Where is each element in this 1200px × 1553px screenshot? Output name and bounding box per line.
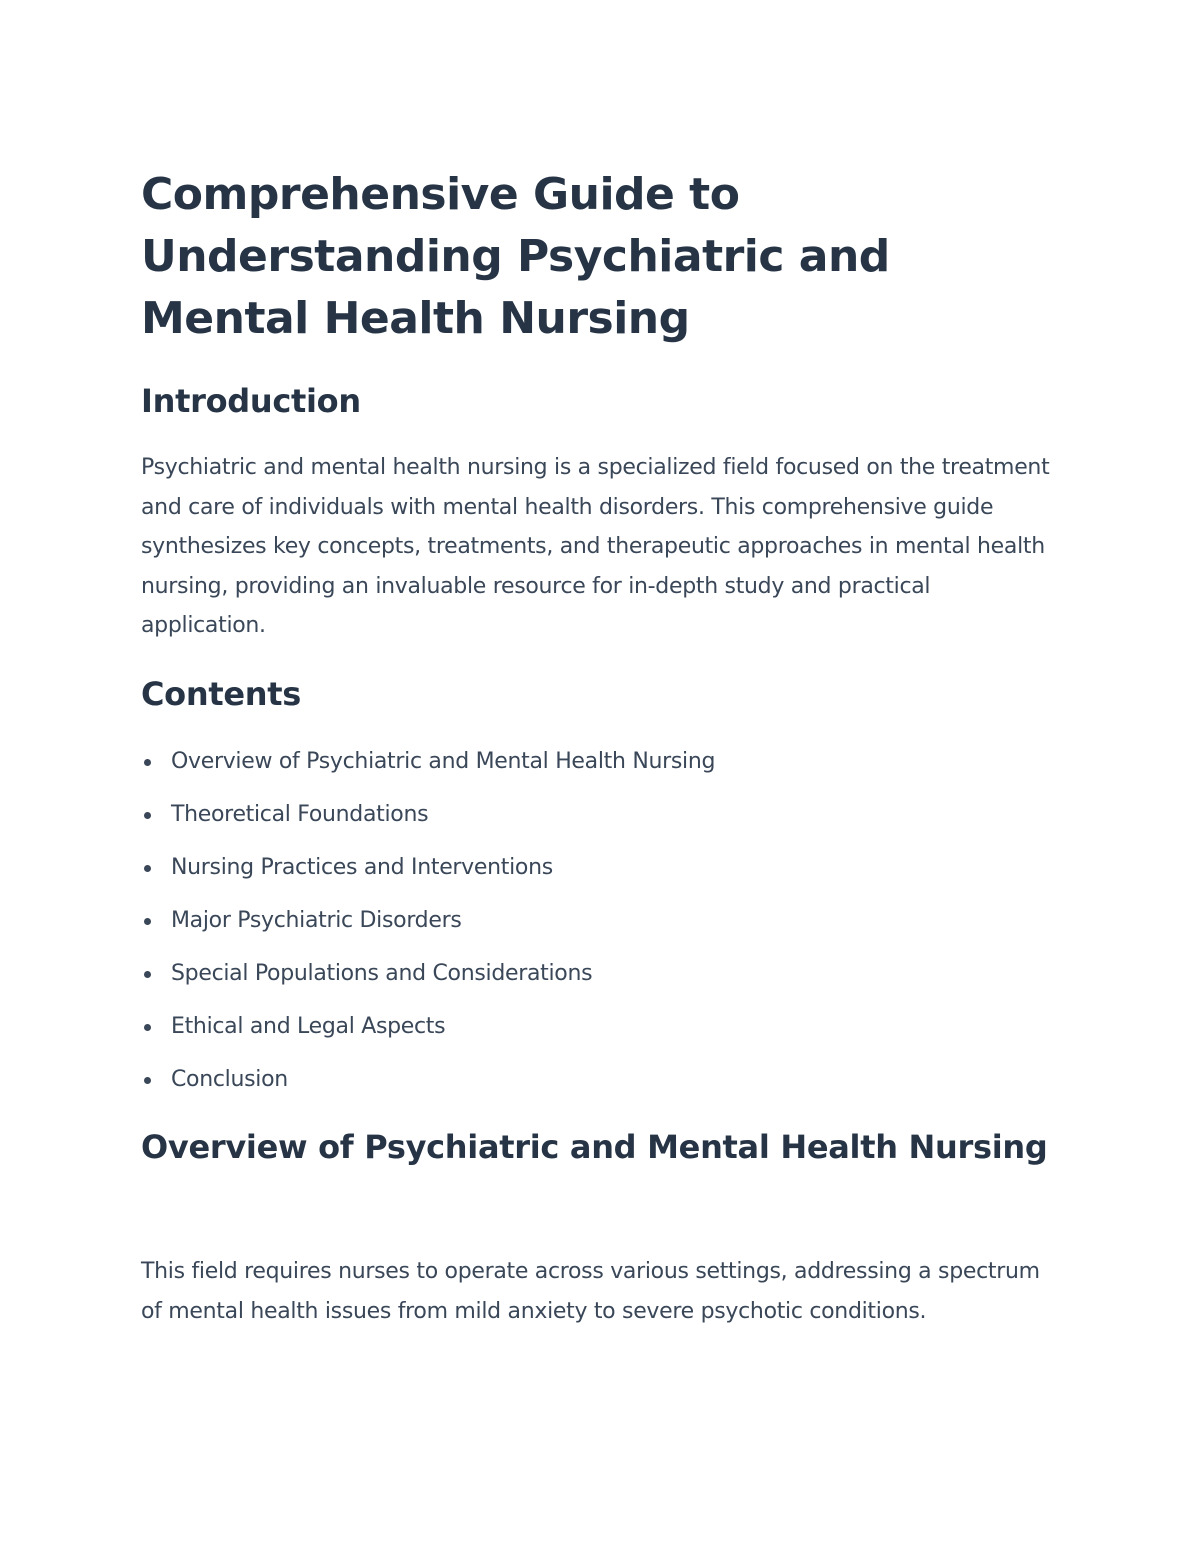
list-item [141,899,1056,952]
introduction-heading: Introduction [141,382,361,420]
overview-paragraph: This field requires nurses to operate across various settings, addressing a spectrum of mental health issues from mild anxiety to severe psychotic conditions. [141,1259,1040,1324]
list-item-label: Theoretical Foundations [171,802,429,827]
bullet-icon [144,759,151,766]
bullet-icon [144,812,151,819]
list-item [141,1005,1056,1058]
contents-list [141,740,1056,1111]
list-item-label: Special Populations and Considerations [171,961,593,986]
list-item-label: Major Psychiatric Disorders [171,908,462,933]
list-item-label: Nursing Practices and Interventions [171,855,553,880]
contents-heading: Contents [141,675,301,713]
bullet-icon [144,971,151,978]
list-item-label: Ethical and Legal Aspects [171,1014,446,1039]
document-title: Comprehensive Guide to Understanding Psychiatric and Mental Health Nursing [141,169,890,344]
list-item [141,1058,1056,1111]
bullet-icon [144,1024,151,1031]
bullet-icon [144,1077,151,1084]
list-item [141,846,1056,899]
bullet-icon [144,918,151,925]
overview-heading: Overview of Psychiatric and Mental Health Nursing [141,1128,1048,1166]
list-item [141,793,1056,846]
bullet-icon [144,865,151,872]
list-item [141,952,1056,1005]
introduction-paragraph: Psychiatric and mental health nursing is a specialized field focused on the treatment and care of individuals with mental health disorders. This comprehensive guide synthesizes key concepts, treatments, and therapeutic approaches in mental health nursing, providing an invaluable resource for in-depth study and practical application. [141,455,1050,638]
list-item-label: Conclusion [171,1067,288,1092]
list-item [141,740,1056,793]
list-item-label: Overview of Psychiatric and Mental Health Nursing [171,749,716,774]
